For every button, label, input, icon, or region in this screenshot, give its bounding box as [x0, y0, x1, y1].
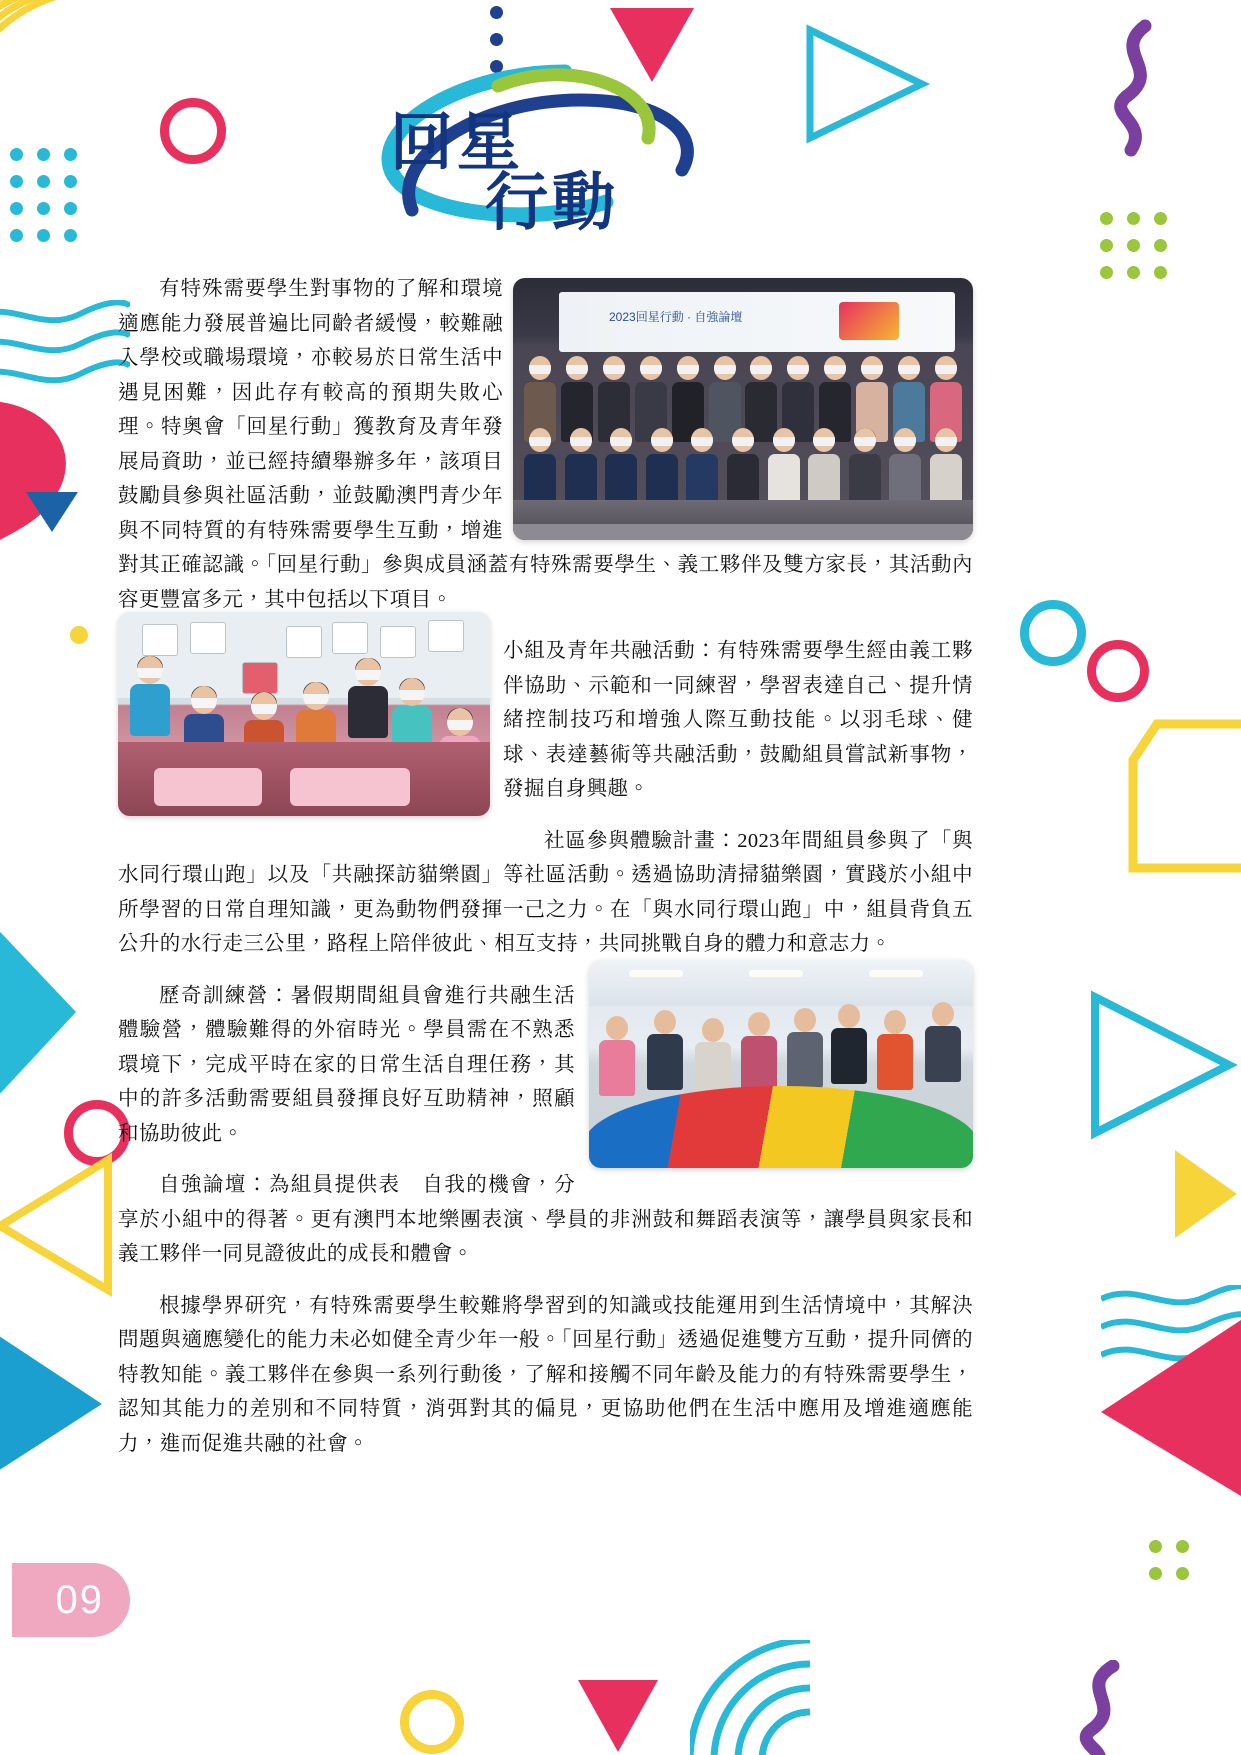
masthead [330, 60, 750, 240]
ring-yellow-bottom [400, 1690, 464, 1754]
paragraph-2: 小組及青年共融活動：有特殊需要學生經由義工夥伴協助、示範和一同練習，學習表達自己、提升情緒控制技巧和增強人際互動技能。以羽毛球、健球、表達藝術等共融活動，鼓勵組員嘗試新事物，發掘自身興趣。 [118, 634, 973, 807]
dot-grid-bottom-right [1149, 1540, 1189, 1580]
triangle-outline-top-right [800, 20, 940, 150]
page-number: 09 [55, 1577, 104, 1622]
paragraph-5: 自強論壇：為組員提供表 自我的機會，分享於小組中的得著。更有澳門本地樂團表演、學員的非洲鼓和舞蹈表演等，讓學員與家長和義工夥伴一同見證彼此的成長和體會。 [118, 1174, 973, 1265]
dot-grid-left [10, 148, 77, 242]
article-body [118, 272, 973, 1478]
paragraph-6: 根據學界研究，有特殊需要學生較難將學習到的知識或技能運用到生活情境中，其解決問題與適應變化的能力未必如健全青少年一般。「回星行動」透過促進雙方互動，提升同儕的特教知能。義工夥伴在參與一系列行動後，了解和接觸不同年齡及能力的有特殊需要學生，認知其能力的差別和不同特質，消弭對其的偏見，更協助他們在生活中應用及增進適應能力，進而促進共融的社會。 [118, 1294, 973, 1455]
triangle-cyan-bottom-left [0, 1330, 110, 1480]
squiggle-purple-bottom [1061, 1660, 1141, 1755]
ring-pink-topleft [160, 98, 226, 164]
triangle-pink-bottom [578, 1680, 658, 1752]
text-wrap-spacer [503, 272, 973, 548]
masthead-word-2: 行動 [485, 168, 619, 238]
dot-yellow-left [70, 626, 88, 644]
text-wrap-spacer [118, 634, 503, 846]
wave-stripes-right [1101, 1285, 1241, 1375]
wave-stripes-left [0, 300, 130, 410]
page-number-badge [12, 1563, 130, 1637]
text-wrap-spacer [575, 979, 973, 1195]
ring-cyan-right [1020, 600, 1086, 666]
paragraph-3: 社區參與體驗計畫：2023年間組員參與了「與水同行環山跑」以及「共融探訪貓樂園」等社區活動。透過協助清掃貓樂園，實踐於小組中所學習的日常自理知識，更為動物們發揮一己之力。在「與水同行環山跑」中，組員背負五公升的水行走三公里，路程上陪伴彼此、相互支持，共同挑戰自身的體力和意志力。 [118, 829, 973, 955]
triangle-navy-left [26, 492, 78, 532]
triangle-outline-right-lower [1077, 985, 1241, 1145]
masthead-word-1: 回星 [390, 108, 524, 178]
square-outline-yellow-right [1127, 718, 1241, 878]
triangle-outline-yellow-left [0, 1150, 120, 1300]
squiggle-purple [1101, 18, 1171, 158]
event-banner-title: 2023回星行動 · 自強論壇 [609, 310, 743, 324]
triangle-yellow-right [1175, 1150, 1237, 1238]
ring-pink-rightmid [1087, 640, 1149, 702]
stripes-bottom-center [690, 1640, 950, 1755]
shape-pink-bottom-right [1041, 1320, 1241, 1500]
paragraph-1: 有特殊需要學生對事物的了解和環境適應能力發展普遍比同齡者緩慢，較難融入學校或職場環境，亦較易於日常生活中遇見困難，因此存有較高的預期失敗心理。特奧會「回星行動」獲教育及青年發展局資助，並已經持續舉辦多年，該項目鼓勵員參與社區活動，並鼓勵澳門青少年與不同特質的有特殊需要學生互動，增進對其正確認識。「回星行動」參與成員涵蓋有特殊需要學生、義工夥伴及雙方家長，其活動內容更豐富多元，其中包括以下項目。 [118, 272, 973, 617]
dot-grid-right [1100, 212, 1167, 279]
blob-pink-left [0, 392, 116, 582]
paragraph-4: 歷奇訓練營：暑假期間組員會進行共融生活體驗營，體驗難得的外宿時光。學員需在不熟悉環境下，完成平時在家的日常生活自理任務，其中的許多活動需要組員發揮良好互助精神，照顧和協助彼此。 [118, 979, 973, 1152]
triangle-cyan-left-mid [0, 900, 80, 1130]
